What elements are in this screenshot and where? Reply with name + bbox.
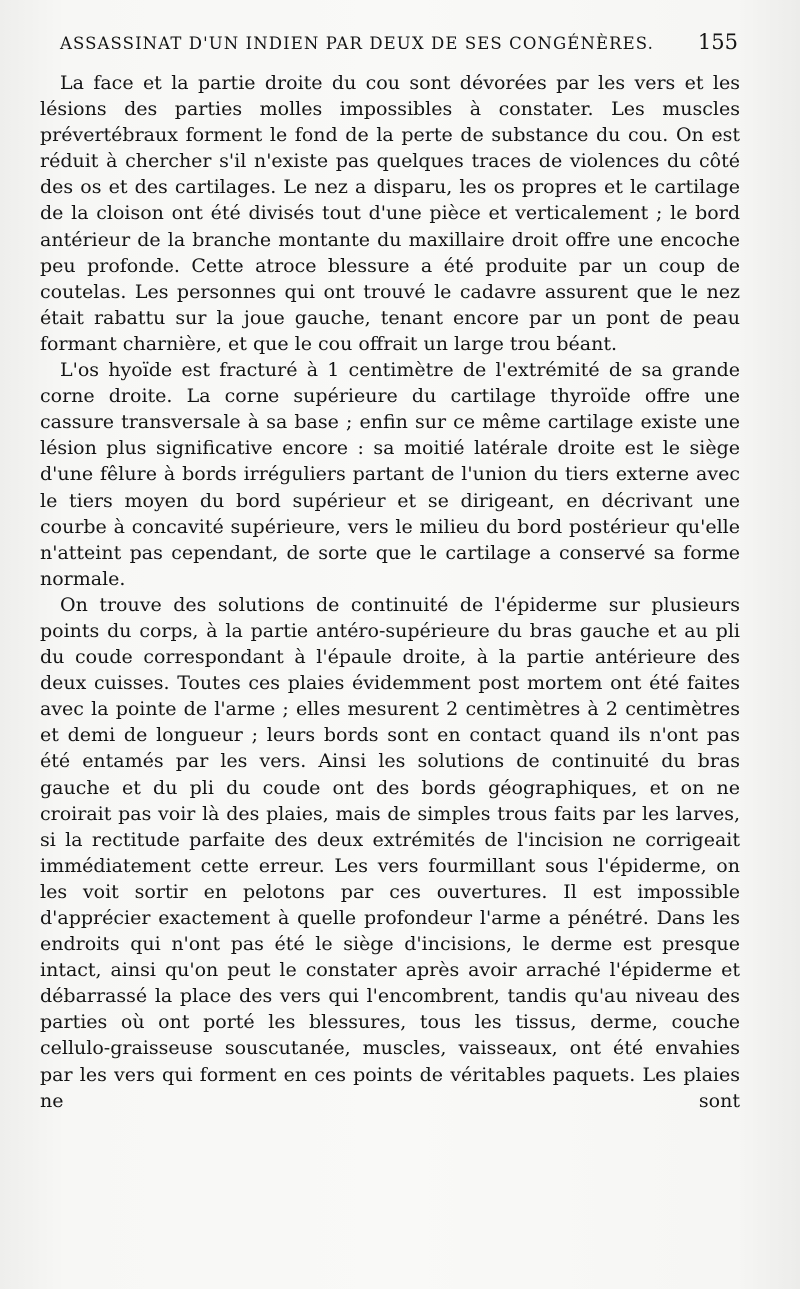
running-head bbox=[40, 30, 740, 62]
paragraph-epidermis-wounds: On trouve des solutions de continuité de l'épiderme sur plusieurs points du corps, à la partie antéro-supérieure du bras gauche et au pli du coude correspondant à l'épaule droite, à la partie antérieure des deux cuisses. Toutes ces plaies évidemment post mortem ont été faites avec la pointe de l'arme ; elles mesurent 2 centimètres à 2 centimètres et demi de longueur ; leurs bords sont en contact quand ils n'ont pas été entamés par les vers. Ainsi les solutions de continuité du bras gauche et du pli du coude ont des bords géographiques, et on ne croirait pas voir là des plaies, mais de simples trous faits par les larves, si la rectitude parfaite des deux extrémités de l'incision ne corrigeait immédiatement cette erreur. Les vers fourmillant sous l'épiderme, on les voit sortir en pelotons par ces ouvertures. Il est impossible d'apprécier exactement à quelle profondeur l'arme a pénétré. Dans les endroits qui n'ont pas été le siège d'incisions, le derme est presque intact, ainsi qu'on peut le constater après avoir arraché l'épiderme et débarrassé la place des vers qui l'encombrent, tandis qu'au niveau des parties où ont porté les blessures, tous les tissus, derme, couche cellulo-graisseuse souscutanée, muscles, vaisseaux, ont été envahies par les vers qui forment en ces points de véritables paquets. Les plaies ne sont bbox=[40, 593, 740, 1112]
paragraph-face-and-neck: La face et la partie droite du cou sont dévorées par les vers et les lésions des parties molles impossibles à constater. Les muscles prévertébraux forment le fond de la perte de substance du cou. On est réduit à chercher s'il n'existe pas quelques traces de violences du côté des os et des cartilages. Le nez a disparu, les os propres et le cartilage de la cloison ont été divisés tout d'une pièce et verticalement ; le bord antérieur de la branche montante du maxillaire droit offre une encoche peu profonde. Cette atroce blessure a été produite par un coup de coutelas. Les personnes qui ont trouvé le cadavre assurent que le nez était rabattu sur la joue gauche, tenant encore par un pont de peau formant charnière, et que le cou offrait un large trou béant. bbox=[40, 72, 740, 355]
page-number: 155 bbox=[697, 30, 738, 54]
body-text bbox=[40, 70, 740, 1114]
paragraph-hyoid-fracture: L'os hyoïde est fracturé à 1 centimètre de l'extrémité de sa grande corne droite. La corne supérieure du cartilage thyroïde offre une cassure transversale à sa base ; enfin sur ce même cartilage existe une lésion plus significative encore : sa moitié latérale droite est le siège d'une fêlure à bords irréguliers partant de l'union du tiers externe avec le tiers moyen du bord supérieur et se dirigeant, en décrivant une courbe à concavité supérieure, vers le milieu du bord postérieur qu'elle n'atteint pas cependant, de sorte que le cartilage a conservé sa forme normale. bbox=[40, 359, 740, 590]
running-title: ASSASSINAT D'UN INDIEN PAR DEUX DE SES CONGÉNÈRES. bbox=[60, 34, 654, 53]
book-page bbox=[40, 30, 740, 1114]
